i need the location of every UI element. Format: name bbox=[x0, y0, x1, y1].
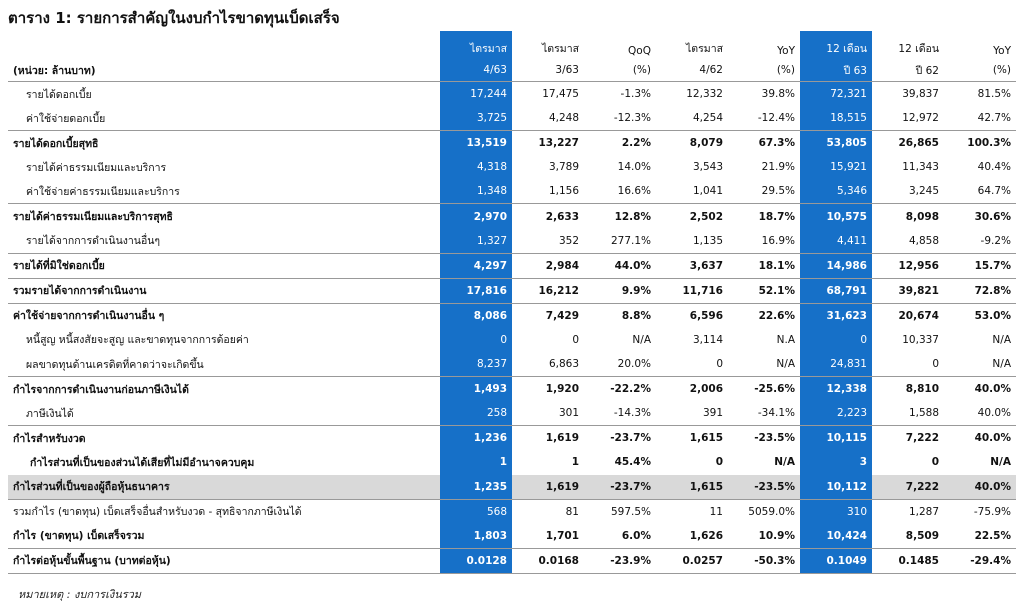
row-label: กำไรสำหรับงวด bbox=[8, 426, 440, 451]
value-cell: 44.0% bbox=[584, 253, 656, 278]
table-row bbox=[8, 204, 1016, 229]
value-cell: -25.6% bbox=[728, 377, 800, 402]
value-cell: 42.7% bbox=[977, 112, 1011, 125]
header-cell: ไตรมาส bbox=[440, 31, 512, 59]
value-cell: 2,633 bbox=[512, 204, 584, 229]
value-cell: 16.9% bbox=[761, 234, 795, 247]
value-cell: 40.0% bbox=[977, 407, 1011, 420]
table-row bbox=[8, 475, 1016, 500]
header-cell: ไตรมาส bbox=[686, 43, 723, 55]
table-row bbox=[8, 106, 1016, 131]
value-cell: 10,337 bbox=[902, 333, 939, 346]
header-cell: (%) bbox=[584, 59, 656, 82]
value-cell: 7,222 bbox=[872, 426, 944, 451]
value-cell: 1,619 bbox=[512, 426, 584, 451]
value-cell: -12.3% bbox=[613, 112, 651, 125]
table-title: ตาราง 1: รายการสำคัญในงบกำไรขาดทุนเบ็ดเสร็จ bbox=[8, 9, 340, 27]
value-cell: 0 bbox=[932, 358, 939, 371]
footnote: หมายเหตุ : งบการเงินรวม bbox=[18, 588, 142, 601]
value-cell: 40.0% bbox=[944, 426, 1016, 451]
value-cell: 8,086 bbox=[440, 303, 512, 328]
value-cell: 39,821 bbox=[872, 278, 944, 303]
value-cell: 11 bbox=[656, 499, 728, 524]
table-row bbox=[8, 253, 1016, 278]
value-cell: 3,789 bbox=[548, 161, 579, 174]
value-cell: 72.8% bbox=[944, 278, 1016, 303]
value-cell: -1.3% bbox=[620, 88, 651, 101]
value-cell: 1,287 bbox=[872, 499, 944, 524]
value-cell: 0 bbox=[931, 456, 939, 469]
value-cell: 4,254 bbox=[692, 112, 723, 125]
value-cell: 2,502 bbox=[656, 204, 728, 229]
value-cell: 11,343 bbox=[902, 161, 939, 174]
value-cell: 10.9% bbox=[758, 529, 795, 542]
value-cell: 22.5% bbox=[974, 529, 1011, 542]
table-row bbox=[8, 82, 1016, 107]
row-label: ผลขาดทุนด้านเครดิตที่คาดว่าจะเกิดขึ้น bbox=[26, 358, 204, 371]
row-label: รายได้ที่มิใช่ดอกเบี้ย bbox=[8, 253, 440, 278]
table-row bbox=[8, 499, 1016, 524]
row-label: กำไร (ขาดทุน) เบ็ดเสร็จรวม bbox=[13, 530, 145, 543]
value-cell: 1,588 bbox=[908, 407, 939, 420]
value-cell: 3 bbox=[800, 450, 872, 474]
value-cell: 0 bbox=[572, 333, 579, 346]
value-cell: 13,227 bbox=[512, 131, 584, 156]
income-statement-table bbox=[8, 31, 1016, 574]
row-label: รายได้ค่าธรรมเนียมและบริการ bbox=[26, 161, 167, 174]
value-cell: 10,424 bbox=[800, 524, 872, 549]
value-cell: 81 bbox=[512, 499, 584, 524]
value-cell: 0.0168 bbox=[512, 548, 584, 573]
header-cell: ไตรมาส bbox=[542, 43, 579, 55]
value-cell: 11,716 bbox=[656, 278, 728, 303]
table-row bbox=[8, 352, 1016, 377]
value-cell: 310 bbox=[800, 499, 872, 524]
value-cell: 7,222 bbox=[872, 475, 944, 500]
value-cell: 1,701 bbox=[545, 529, 579, 542]
value-cell: 8,509 bbox=[905, 529, 939, 542]
value-cell: 40.0% bbox=[944, 377, 1016, 402]
value-cell: 31,623 bbox=[800, 303, 872, 328]
value-cell: 39.8% bbox=[761, 88, 795, 101]
header-cell: 3/63 bbox=[512, 59, 584, 82]
value-cell: -50.3% bbox=[728, 548, 800, 573]
header-cell: ปี 63 bbox=[800, 59, 872, 82]
row-label: กำไรต่อหุ้นขั้นพื้นฐาน (บาทต่อหุ้น) bbox=[8, 548, 440, 573]
value-cell: 6,863 bbox=[548, 358, 579, 371]
value-cell: 21.9% bbox=[761, 161, 795, 174]
value-cell: 9.9% bbox=[584, 278, 656, 303]
value-cell: 1 bbox=[571, 456, 579, 469]
value-cell: 12,956 bbox=[872, 253, 944, 278]
value-cell: -12.4% bbox=[757, 112, 795, 125]
table-row bbox=[8, 229, 1016, 254]
value-cell: 352 bbox=[558, 234, 579, 247]
value-cell: N/A bbox=[632, 333, 651, 346]
header-cell: YoY bbox=[777, 45, 795, 57]
value-cell: 16.6% bbox=[617, 185, 651, 198]
header-cell: (%) bbox=[944, 59, 1016, 82]
value-cell: 2,006 bbox=[656, 377, 728, 402]
value-cell: 1 bbox=[440, 450, 512, 474]
unit-label: (หน่วย: ล้านบาท) bbox=[8, 59, 440, 82]
header-cell: 12 เดือน bbox=[898, 43, 939, 55]
value-cell: 8,237 bbox=[440, 352, 512, 377]
value-cell: 30.6% bbox=[944, 204, 1016, 229]
value-cell: 391 bbox=[702, 407, 723, 420]
value-cell: 39,837 bbox=[902, 88, 939, 101]
value-cell: -29.4% bbox=[944, 548, 1016, 573]
value-cell: 0.1049 bbox=[800, 548, 872, 573]
value-cell: -34.1% bbox=[757, 407, 795, 420]
value-cell: 7,429 bbox=[512, 303, 584, 328]
row-label: รายได้ดอกเบี้ยสุทธิ bbox=[8, 131, 440, 156]
value-cell: 0.1485 bbox=[872, 548, 944, 573]
value-cell: 0.0257 bbox=[656, 548, 728, 573]
value-cell: -23.7% bbox=[584, 475, 656, 500]
table-row bbox=[8, 548, 1016, 573]
header-cell: 4/63 bbox=[440, 59, 512, 82]
row-label: รายได้จากการดำเนินงานอื่นๆ bbox=[26, 235, 161, 248]
value-cell: 72,321 bbox=[800, 82, 872, 107]
value-cell: 8,079 bbox=[656, 131, 728, 156]
row-label: กำไรส่วนที่เป็นของส่วนได้เสียที่ไม่มีอำนาจควบคุม bbox=[30, 456, 255, 469]
value-cell: 258 bbox=[440, 401, 512, 426]
table-row bbox=[8, 377, 1016, 402]
value-cell: 5059.0% bbox=[728, 499, 800, 524]
value-cell: 20,674 bbox=[872, 303, 944, 328]
value-cell: N/A bbox=[992, 333, 1011, 346]
value-cell: 568 bbox=[440, 499, 512, 524]
value-cell: 20.0% bbox=[617, 358, 651, 371]
value-cell: 40.0% bbox=[944, 475, 1016, 500]
value-cell: 68,791 bbox=[800, 278, 872, 303]
row-label: กำไรจากการดำเนินงานก่อนภาษีเงินได้ bbox=[8, 377, 440, 402]
row-label: รวมกำไร (ขาดทุน) เบ็ดเสร็จอื่นสำหรับงวด - สุทธิจากภาษีเงินได้ bbox=[8, 499, 440, 524]
value-cell: 10,115 bbox=[800, 426, 872, 451]
value-cell: 16,212 bbox=[512, 278, 584, 303]
value-cell: 1,615 bbox=[656, 475, 728, 500]
value-cell: 1,235 bbox=[440, 475, 512, 500]
value-cell: 3,114 bbox=[692, 333, 723, 346]
value-cell: 53.0% bbox=[944, 303, 1016, 328]
value-cell: 12.8% bbox=[584, 204, 656, 229]
value-cell: 17,244 bbox=[440, 82, 512, 107]
table-row bbox=[8, 524, 1016, 549]
value-cell: 0 bbox=[715, 456, 723, 469]
value-cell: 10,112 bbox=[800, 475, 872, 500]
value-cell: 17,475 bbox=[542, 88, 579, 101]
value-cell: 301 bbox=[558, 407, 579, 420]
value-cell: 4,297 bbox=[440, 253, 512, 278]
row-label: ค่าใช้จ่ายดอกเบี้ย bbox=[26, 112, 106, 125]
value-cell: -23.5% bbox=[728, 426, 800, 451]
value-cell: -9.2% bbox=[980, 234, 1011, 247]
value-cell: N.A bbox=[776, 333, 795, 346]
value-cell: 0 bbox=[716, 358, 723, 371]
value-cell: 2,984 bbox=[512, 253, 584, 278]
value-cell: 8,098 bbox=[872, 204, 944, 229]
value-cell: 2.2% bbox=[584, 131, 656, 156]
header-row-2 bbox=[8, 59, 1016, 82]
value-cell: 6.0% bbox=[621, 529, 651, 542]
row-label: รวมรายได้จากการดำเนินงาน bbox=[8, 278, 440, 303]
value-cell: 4,248 bbox=[548, 112, 579, 125]
value-cell: 3,637 bbox=[656, 253, 728, 278]
table-row bbox=[8, 401, 1016, 426]
value-cell: 15,921 bbox=[800, 155, 872, 179]
value-cell: 3,725 bbox=[440, 106, 512, 131]
header-cell: QoQ bbox=[628, 45, 651, 57]
value-cell: 100.3% bbox=[944, 131, 1016, 156]
value-cell: 8.8% bbox=[584, 303, 656, 328]
value-cell: -23.5% bbox=[728, 475, 800, 500]
value-cell: 22.6% bbox=[728, 303, 800, 328]
value-cell: 2,223 bbox=[800, 401, 872, 426]
value-cell: 3,543 bbox=[692, 161, 723, 174]
row-label: หนี้สูญ หนี้สงสัยจะสูญ และขาดทุนจากการด้อยค่า bbox=[26, 334, 249, 347]
value-cell: 52.1% bbox=[728, 278, 800, 303]
value-cell: N/A bbox=[776, 358, 795, 371]
row-label: ค่าใช้จ่ายจากการดำเนินงานอื่น ๆ bbox=[8, 303, 440, 328]
value-cell: 8,810 bbox=[872, 377, 944, 402]
header-row-1 bbox=[8, 31, 1016, 59]
value-cell: -23.9% bbox=[584, 548, 656, 573]
value-cell: 1,626 bbox=[689, 529, 723, 542]
value-cell: 12,332 bbox=[686, 88, 723, 101]
value-cell: -14.3% bbox=[613, 407, 651, 420]
value-cell: 14.0% bbox=[617, 161, 651, 174]
value-cell: 18,515 bbox=[800, 106, 872, 131]
row-label: รายได้ดอกเบี้ย bbox=[26, 88, 92, 101]
row-label: กำไรส่วนที่เป็นของผู้ถือหุ้นธนาคาร bbox=[8, 475, 440, 500]
header-cell: 4/62 bbox=[656, 59, 728, 82]
row-label: ค่าใช้จ่ายค่าธรรมเนียมและบริการ bbox=[26, 185, 180, 198]
value-cell: 0 bbox=[800, 328, 872, 352]
value-cell: 12,338 bbox=[800, 377, 872, 402]
value-cell: -75.9% bbox=[944, 499, 1016, 524]
value-cell: 40.4% bbox=[977, 161, 1011, 174]
value-cell: 26,865 bbox=[872, 131, 944, 156]
value-cell: 1,803 bbox=[440, 524, 512, 549]
table-row bbox=[8, 450, 1016, 474]
value-cell: 1,615 bbox=[656, 426, 728, 451]
value-cell: 1,156 bbox=[548, 185, 579, 198]
value-cell: 3,245 bbox=[908, 185, 939, 198]
value-cell: 1,619 bbox=[512, 475, 584, 500]
value-cell: 1,327 bbox=[440, 229, 512, 254]
value-cell: 14,986 bbox=[800, 253, 872, 278]
value-cell: 10,575 bbox=[800, 204, 872, 229]
value-cell: 64.7% bbox=[977, 185, 1011, 198]
value-cell: 1,236 bbox=[440, 426, 512, 451]
value-cell: 4,318 bbox=[440, 155, 512, 179]
header-cell: (%) bbox=[728, 59, 800, 82]
value-cell: 1,348 bbox=[440, 179, 512, 204]
header-cell: YoY bbox=[993, 45, 1011, 57]
value-cell: 6,596 bbox=[656, 303, 728, 328]
table-row bbox=[8, 155, 1016, 179]
table-row bbox=[8, 278, 1016, 303]
value-cell: N/A bbox=[774, 456, 795, 469]
value-cell: 45.4% bbox=[614, 456, 651, 469]
value-cell: 1,920 bbox=[512, 377, 584, 402]
table-row bbox=[8, 303, 1016, 328]
value-cell: 597.5% bbox=[584, 499, 656, 524]
value-cell: 277.1% bbox=[610, 234, 651, 247]
value-cell: 24,831 bbox=[800, 352, 872, 377]
value-cell: 29.5% bbox=[761, 185, 795, 198]
value-cell: 4,411 bbox=[800, 229, 872, 254]
value-cell: 1,493 bbox=[440, 377, 512, 402]
value-cell: 0 bbox=[440, 328, 512, 352]
value-cell: -22.2% bbox=[584, 377, 656, 402]
row-label: รายได้ค่าธรรมเนียมและบริการสุทธิ bbox=[8, 204, 440, 229]
table-row bbox=[8, 328, 1016, 352]
header-cell bbox=[8, 31, 440, 59]
value-cell: 12,972 bbox=[902, 112, 939, 125]
value-cell: 17,816 bbox=[440, 278, 512, 303]
header-cell: ปี 62 bbox=[872, 59, 944, 82]
value-cell: N/A bbox=[990, 456, 1011, 469]
value-cell: N/A bbox=[992, 358, 1011, 371]
value-cell: 53,805 bbox=[800, 131, 872, 156]
value-cell: 67.3% bbox=[728, 131, 800, 156]
value-cell: 2,970 bbox=[440, 204, 512, 229]
table-row bbox=[8, 426, 1016, 451]
row-label: ภาษีเงินได้ bbox=[26, 407, 74, 420]
table-row bbox=[8, 131, 1016, 156]
table-row bbox=[8, 179, 1016, 204]
value-cell: 15.7% bbox=[944, 253, 1016, 278]
value-cell: 81.5% bbox=[977, 88, 1011, 101]
value-cell: 4,858 bbox=[908, 234, 939, 247]
value-cell: 0.0128 bbox=[440, 548, 512, 573]
value-cell: 1,041 bbox=[692, 185, 723, 198]
value-cell: 13,519 bbox=[440, 131, 512, 156]
value-cell: -23.7% bbox=[584, 426, 656, 451]
value-cell: 5,346 bbox=[800, 179, 872, 204]
header-cell: 12 เดือน bbox=[800, 31, 872, 59]
value-cell: 18.7% bbox=[728, 204, 800, 229]
value-cell: 18.1% bbox=[728, 253, 800, 278]
value-cell: 1,135 bbox=[692, 234, 723, 247]
